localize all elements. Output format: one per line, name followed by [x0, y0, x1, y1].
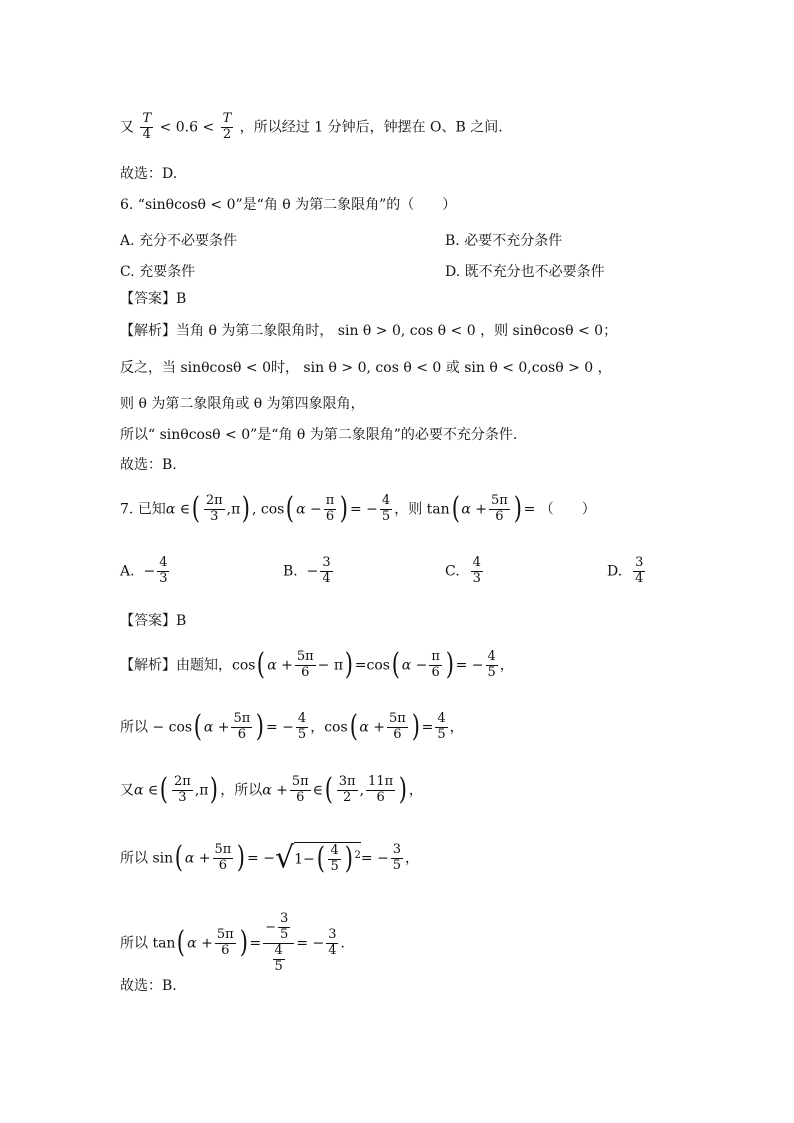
q7-answer: 【答案】B: [120, 613, 187, 629]
q6-answer: 【答案】B: [120, 291, 187, 307]
question-7-stem: 7. 已知α ∈( $\frac{2\pi}{3}$ ,π) , cos( α − $\frac{\pi}{6}$ ) = − $\frac{4}{5}$ ，则 tan( α + $\frac{5\pi}{6}$ ) = （ ）: [120, 491, 596, 527]
q7-solution-4: 所以 sin( α + $\frac{5\pi}{6}$ ) = −√1−( $\frac{4}{5}$ ) $^2$= − $\frac{3}{5}$ ，: [120, 840, 420, 877]
q6-analysis-5: 故选：B.: [120, 457, 177, 473]
line1-rest: ，所以经过 1 分钟后，钟摆在 O、B 之间.: [239, 119, 503, 136]
q6-option-b: B. 必要不充分条件: [445, 233, 563, 249]
q7-solution-5: 所以 tan( α + $\frac{5\pi}{6}$ ) = − $\frac{3}{5}$ $\frac{4}{5}$ = − $\frac{3}{4}$ .: [120, 911, 345, 974]
q6-stem-open: 6. “: [120, 197, 145, 213]
q6-analysis-4: 所以“ sinθcosθ < 0”是“角 θ 为第二象限角”的必要不充分条件.: [120, 427, 518, 443]
inequality-text: < 0.6 <: [159, 119, 219, 136]
q6-option-c: C. 充要条件: [120, 264, 196, 280]
q6-stem-expr: sinθcosθ < 0: [144, 197, 236, 213]
q6-analysis-3: 则 θ 为第二象限角或 θ 为第四象限角，: [120, 396, 365, 412]
fraction-t-over-4: $\frac{T}{4}$: [142, 111, 152, 142]
q6-option-a: A. 充分不必要条件: [120, 233, 238, 249]
q7-option-b: B. − $\frac{3}{4}$: [283, 555, 331, 586]
q7-option-c: C. $\frac{4}{3}$: [445, 555, 481, 586]
q7-solution-1: 【解析】由题知，cos( α + $\frac{5\pi}{6}$ − π) =cos( α − $\frac{\pi}{6}$ ) = − $\frac{4}{5}$ ，: [120, 647, 514, 683]
choose-d: 故选：D.: [120, 166, 178, 182]
line-intro: [120, 112, 503, 143]
fraction-t-over-2: $\frac{T}{2}$: [222, 111, 232, 142]
q6-analysis-1: 【解析】当角 θ 为第二象限角时， sin θ > 0, cos θ < 0 ，则 sinθcosθ < 0；: [120, 323, 618, 339]
q7-option-a: A. − $\frac{4}{3}$: [120, 555, 168, 586]
question-6-stem: [120, 198, 456, 212]
q7-solution-2: 所以 − cos( α + $\frac{5\pi}{6}$ ) = − $\frac{4}{5}$ ，cos( α + $\frac{5\pi}{6}$ ) = $\frac{4}{5}$ ，: [120, 709, 464, 745]
q6-stem-close: ”是“角 θ 为第二象限角”的（ ）: [235, 197, 457, 213]
q6-option-d: D. 既不充分也不必要条件: [445, 264, 605, 280]
q6-analysis-2: 反之，当 sinθcosθ < 0时， sin θ > 0, cos θ < 0 或 sin θ < 0,cosθ > 0 ，: [120, 360, 612, 376]
q7-solution-3: 又α ∈( $\frac{2\pi}{3}$ ,π) ，所以α + $\frac{5\pi}{6}$ ∈( $\frac{3\pi}{2}$ , $\frac{11\pi}{6}$ ) ，: [120, 772, 423, 808]
q7-option-d: D. $\frac{3}{4}$: [607, 555, 644, 586]
q7-choose: 故选：B.: [120, 978, 177, 994]
text-you: 又: [120, 119, 134, 136]
